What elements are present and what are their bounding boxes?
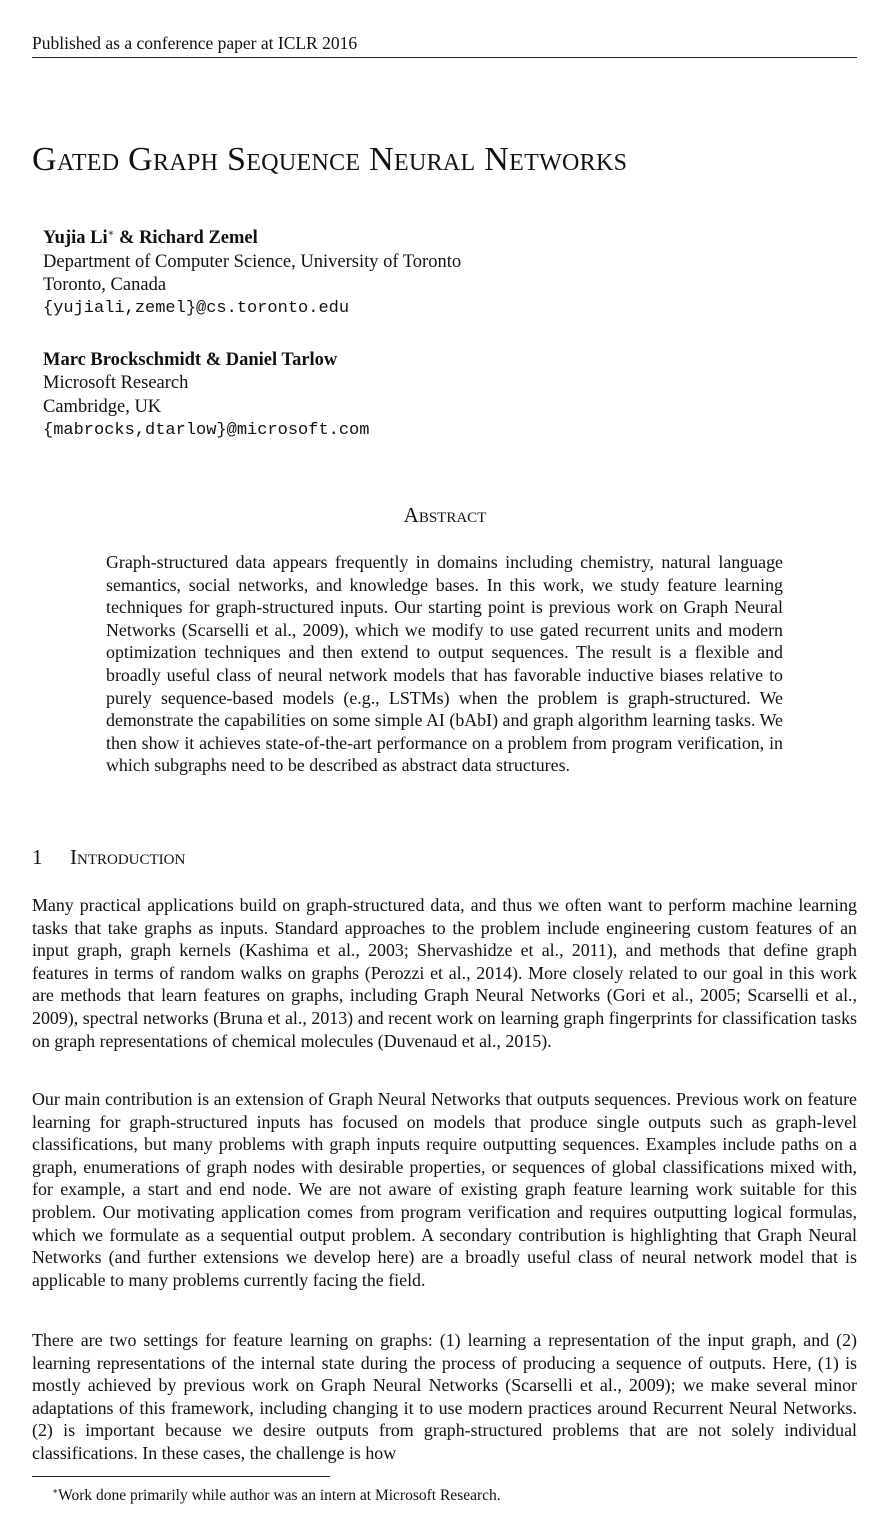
section-title-text: Introduction — [70, 845, 186, 869]
author-block-toronto — [43, 222, 461, 321]
author-email: {yujiali,zemel}@cs.toronto.edu — [43, 299, 350, 319]
author-names — [43, 222, 461, 251]
author-block-microsoft — [43, 349, 369, 443]
running-header: Published as a conference paper at ICLR 2016 — [32, 32, 857, 58]
section-heading-introduction — [32, 844, 185, 870]
author-affiliation: Department of Computer Science, University of Toronto — [43, 251, 462, 272]
footnote-divider — [32, 1476, 330, 1477]
author-name-brockschmidt-tarlow: Marc Brockschmidt & Daniel Tarlow — [43, 350, 338, 370]
author-email: {mabrocks,dtarlow}@microsoft.com — [43, 421, 370, 441]
author-location: Toronto, Canada — [43, 274, 167, 295]
intro-paragraph-3: There are two settings for feature learning on graphs: (1) learning a representation of the input graph, and (2) learning representations of the internal state during the process of producing a sequence of outputs. Here, (1) is mostly achieved by previous work on Graph Neural Networks (Scarselli et al., 2009); we make several minor adaptations of this framework, including changing it to use modern practices around Recurrent Neural Networks. (2) is important because we desire outputs from graph-structured problems that are not solely individual classifications. In these cases, the challenge is how — [32, 1330, 857, 1463]
abstract-heading: Abstract — [403, 503, 487, 527]
intro-paragraph-1: Many practical applications build on graph-structured data, and thus we often want to perform machine learning tasks that take graphs as inputs. Standard approaches to the problem include engineering custom features of an input graph, graph kernels (Kashima et al., 2003; Shervashidze et al., 2011), and methods that define graph features in terms of random walks on graphs (Perozzi et al., 2014). More closely related to our goal in this work are methods that learn features on graphs, including Graph Neural Networks (Gori et al., 2005; Scarselli et al., 2009), spectral networks (Bruna et al., 2013) and recent work on learning graph fingerprints for classification tasks on graph representations of chemical molecules (Duvenaud et al., 2015). — [32, 895, 857, 1051]
footnote — [52, 1481, 501, 1506]
author-location: Cambridge, UK — [43, 396, 162, 417]
intro-paragraph-2: Our main contribution is an extension of Graph Neural Networks that outputs sequences. Previous work on feature learning for graph-structured inputs has focused on models that produce single outputs such as graph-level classifications, but many problems with graph inputs require outputting sequences. Examples include paths on a graph, enumerations of graph nodes with desirable properties, or sequences of global classifications mixed with, for example, a start and end node. We are not aware of existing graph feature learning work suitable for this problem. Our motivating application comes from program verification and requires outputting logical formulas, which we formulate as a sequential output problem. A secondary contribution is highlighting that Graph Neural Networks (and further extensions we develop here) are a broadly useful class of neural network model that is applicable to many problems currently facing the field. — [32, 1089, 857, 1290]
footnote-mark: ∗ — [107, 228, 115, 239]
author-name-zemel: & Richard Zemel — [114, 228, 258, 249]
section-number: 1 — [32, 845, 43, 869]
author-name-li: Yujia Li — [43, 228, 108, 249]
author-affiliation: Microsoft Research — [43, 373, 189, 394]
footnote-text: Work done primarily while author was an intern at Microsoft Research. — [58, 1487, 501, 1505]
author-names — [43, 349, 369, 372]
paper-title: Gated Graph Sequence Neural Networks — [32, 141, 628, 178]
footnote-mark: ∗ — [52, 1486, 59, 1496]
abstract-text: Graph-structured data appears frequently in domains including chemistry, natural language semantics, social networks, and knowledge bases. In this work, we study feature learning techniques for graph-structured inputs. Our starting point is previous work on Graph Neural Networks (Scarselli et al., 2009), which we modify to use gated recurrent units and modern optimization techniques and then extend to output sequences. The result is a flexible and broadly useful class of neural network models that has favorable inductive biases relative to purely sequence-based models (e.g., LSTMs) when the problem is graph-structured. We demonstrate the capabilities on some simple AI (bAbI) and graph algorithm learning tasks. We then show it achieves state-of-the-art performance on a problem from program verification, in which subgraphs need to be described as abstract data structures. — [106, 552, 783, 776]
